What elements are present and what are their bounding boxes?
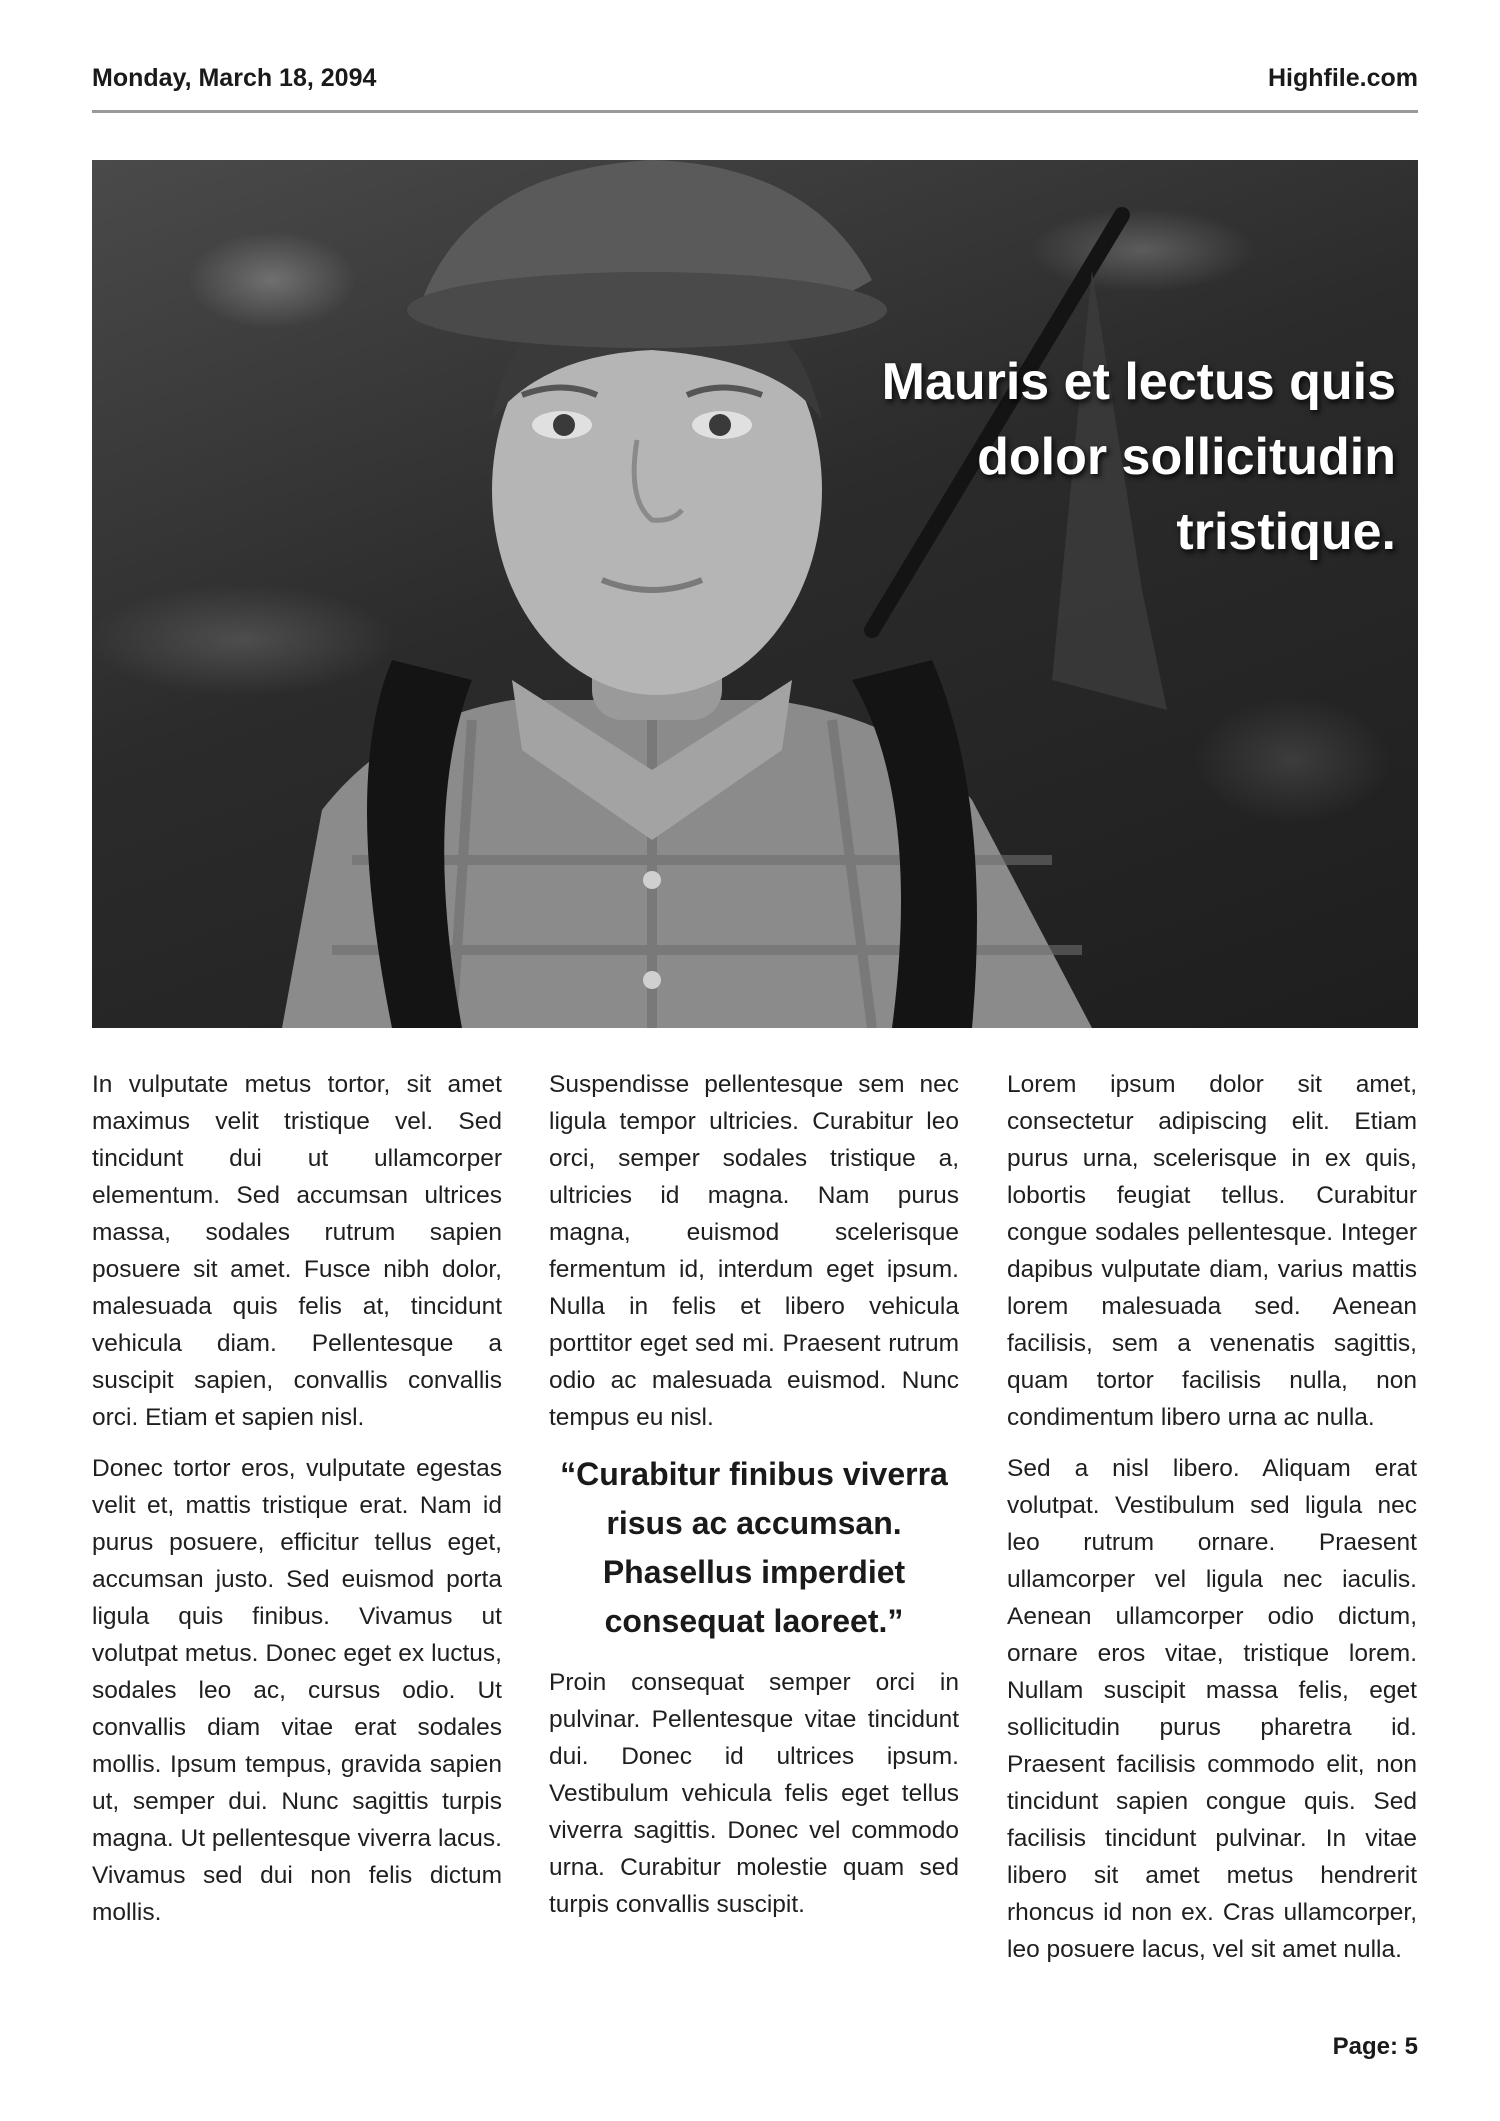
paragraph: Lorem ipsum dolor sit amet, consectetur adipiscing elit. Etiam purus urna, scelerisque in ex quis, lobortis feugiat tellus. Curabitur congue sodales pellentesque. Integer dapibus vulputate diam, varius mattis lorem malesuada sed. Aenean facilisis, sem a venenatis sagittis, quam tortor facilisis nulla, non condimentum libero urna ac nulla. [1007,1071,1417,1431]
site-name: Highfile.com [1267,64,1418,92]
paragraph: Proin consequat semper orci in pulvinar. Pellentesque vitae tincidunt dui. Donec id ultrices ipsum. Vestibulum vehicula felis eget tellus viverra sagittis. Donec vel commodo urna. Curabitur molestie quam sed turpis convallis suscipit. [549,1669,959,1918]
paragraph: Sed a nisl libero. Aliquam erat volutpat. Vestibulum sed ligula nec leo rutrum ornare. Praesent ullamcorper vel ligula nec iaculis. Aenean ullamcorper odio dictum, ornare eros vitae, tristique lorem. Nullam suscipit massa felis, eget sollicitudin purus pharetra id. Praesent facilisis commodo elit, non tincidunt sapien congue quis. Sed facilisis tincidunt pulvinar. In vitae libero sit amet metus hendrerit rhoncus id non ex. Cras ullamcorper, leo posuere lacus, vel sit amet nulla. [1007,1455,1417,1963]
paragraph: Donec tortor eros, vulputate egestas velit et, mattis tristique erat. Nam id purus posuere, efficitur tellus eget, accumsan justo. Sed euismod porta ligula quis finibus. Vivamus ut volutpat metus. Donec eget ex luctus, sodales leo ac, cursus odio. Ut convallis diam vitae erat sodales mollis. Ipsum tempus, gravida sapien ut, semper dui. Nunc sagittis turpis magna. Ut pellentesque viverra lacus. Vivamus sed dui non felis dictum mollis. [92,1455,502,1926]
issue-date: Monday, March 18, 2094 [92,64,377,92]
article-column-3 [1007,1066,1417,1982]
hero-headline: Mauris et lectus quis dolor sollicitudin tristique. [881,353,1396,561]
paragraph: In vulputate metus tortor, sit amet maximus velit tristique vel. Sed tincidunt dui ut ullamcorper elementum. Sed accumsan ultrices massa, sodales rutrum sapien posuere sit amet. Fusce nibh dolor, malesuada quis felis at, tincidunt vehicula diam. Pellentesque a suscipit sapien, convallis convallis orci. Etiam et sapien nisl. [92,1071,502,1431]
paragraph: Suspendisse pellentesque sem nec ligula tempor ultricies. Curabitur leo orci, semper sodales tristique a, ultricies id magna. Nam purus magna, euismod scelerisque fermentum id, interdum eget ipsum. Nulla in felis et libero vehicula porttitor eget sed mi. Praesent rutrum odio ac malesuada euismod. Nunc tempus eu nisl. [549,1071,959,1431]
page-header [92,60,1418,100]
pull-quote: “Curabitur finibus viverra risus ac accumsan. Phasellus imperdiet consequat laoreet.” [560,1456,948,1639]
page-number: Page: 5 [1332,2033,1418,2060]
header-divider [92,110,1418,113]
article-column-2 [549,1066,959,1937]
boy-portrait-illustration [92,160,1418,1028]
article-column-1 [92,1066,502,1945]
hero-photo [92,160,1418,1028]
